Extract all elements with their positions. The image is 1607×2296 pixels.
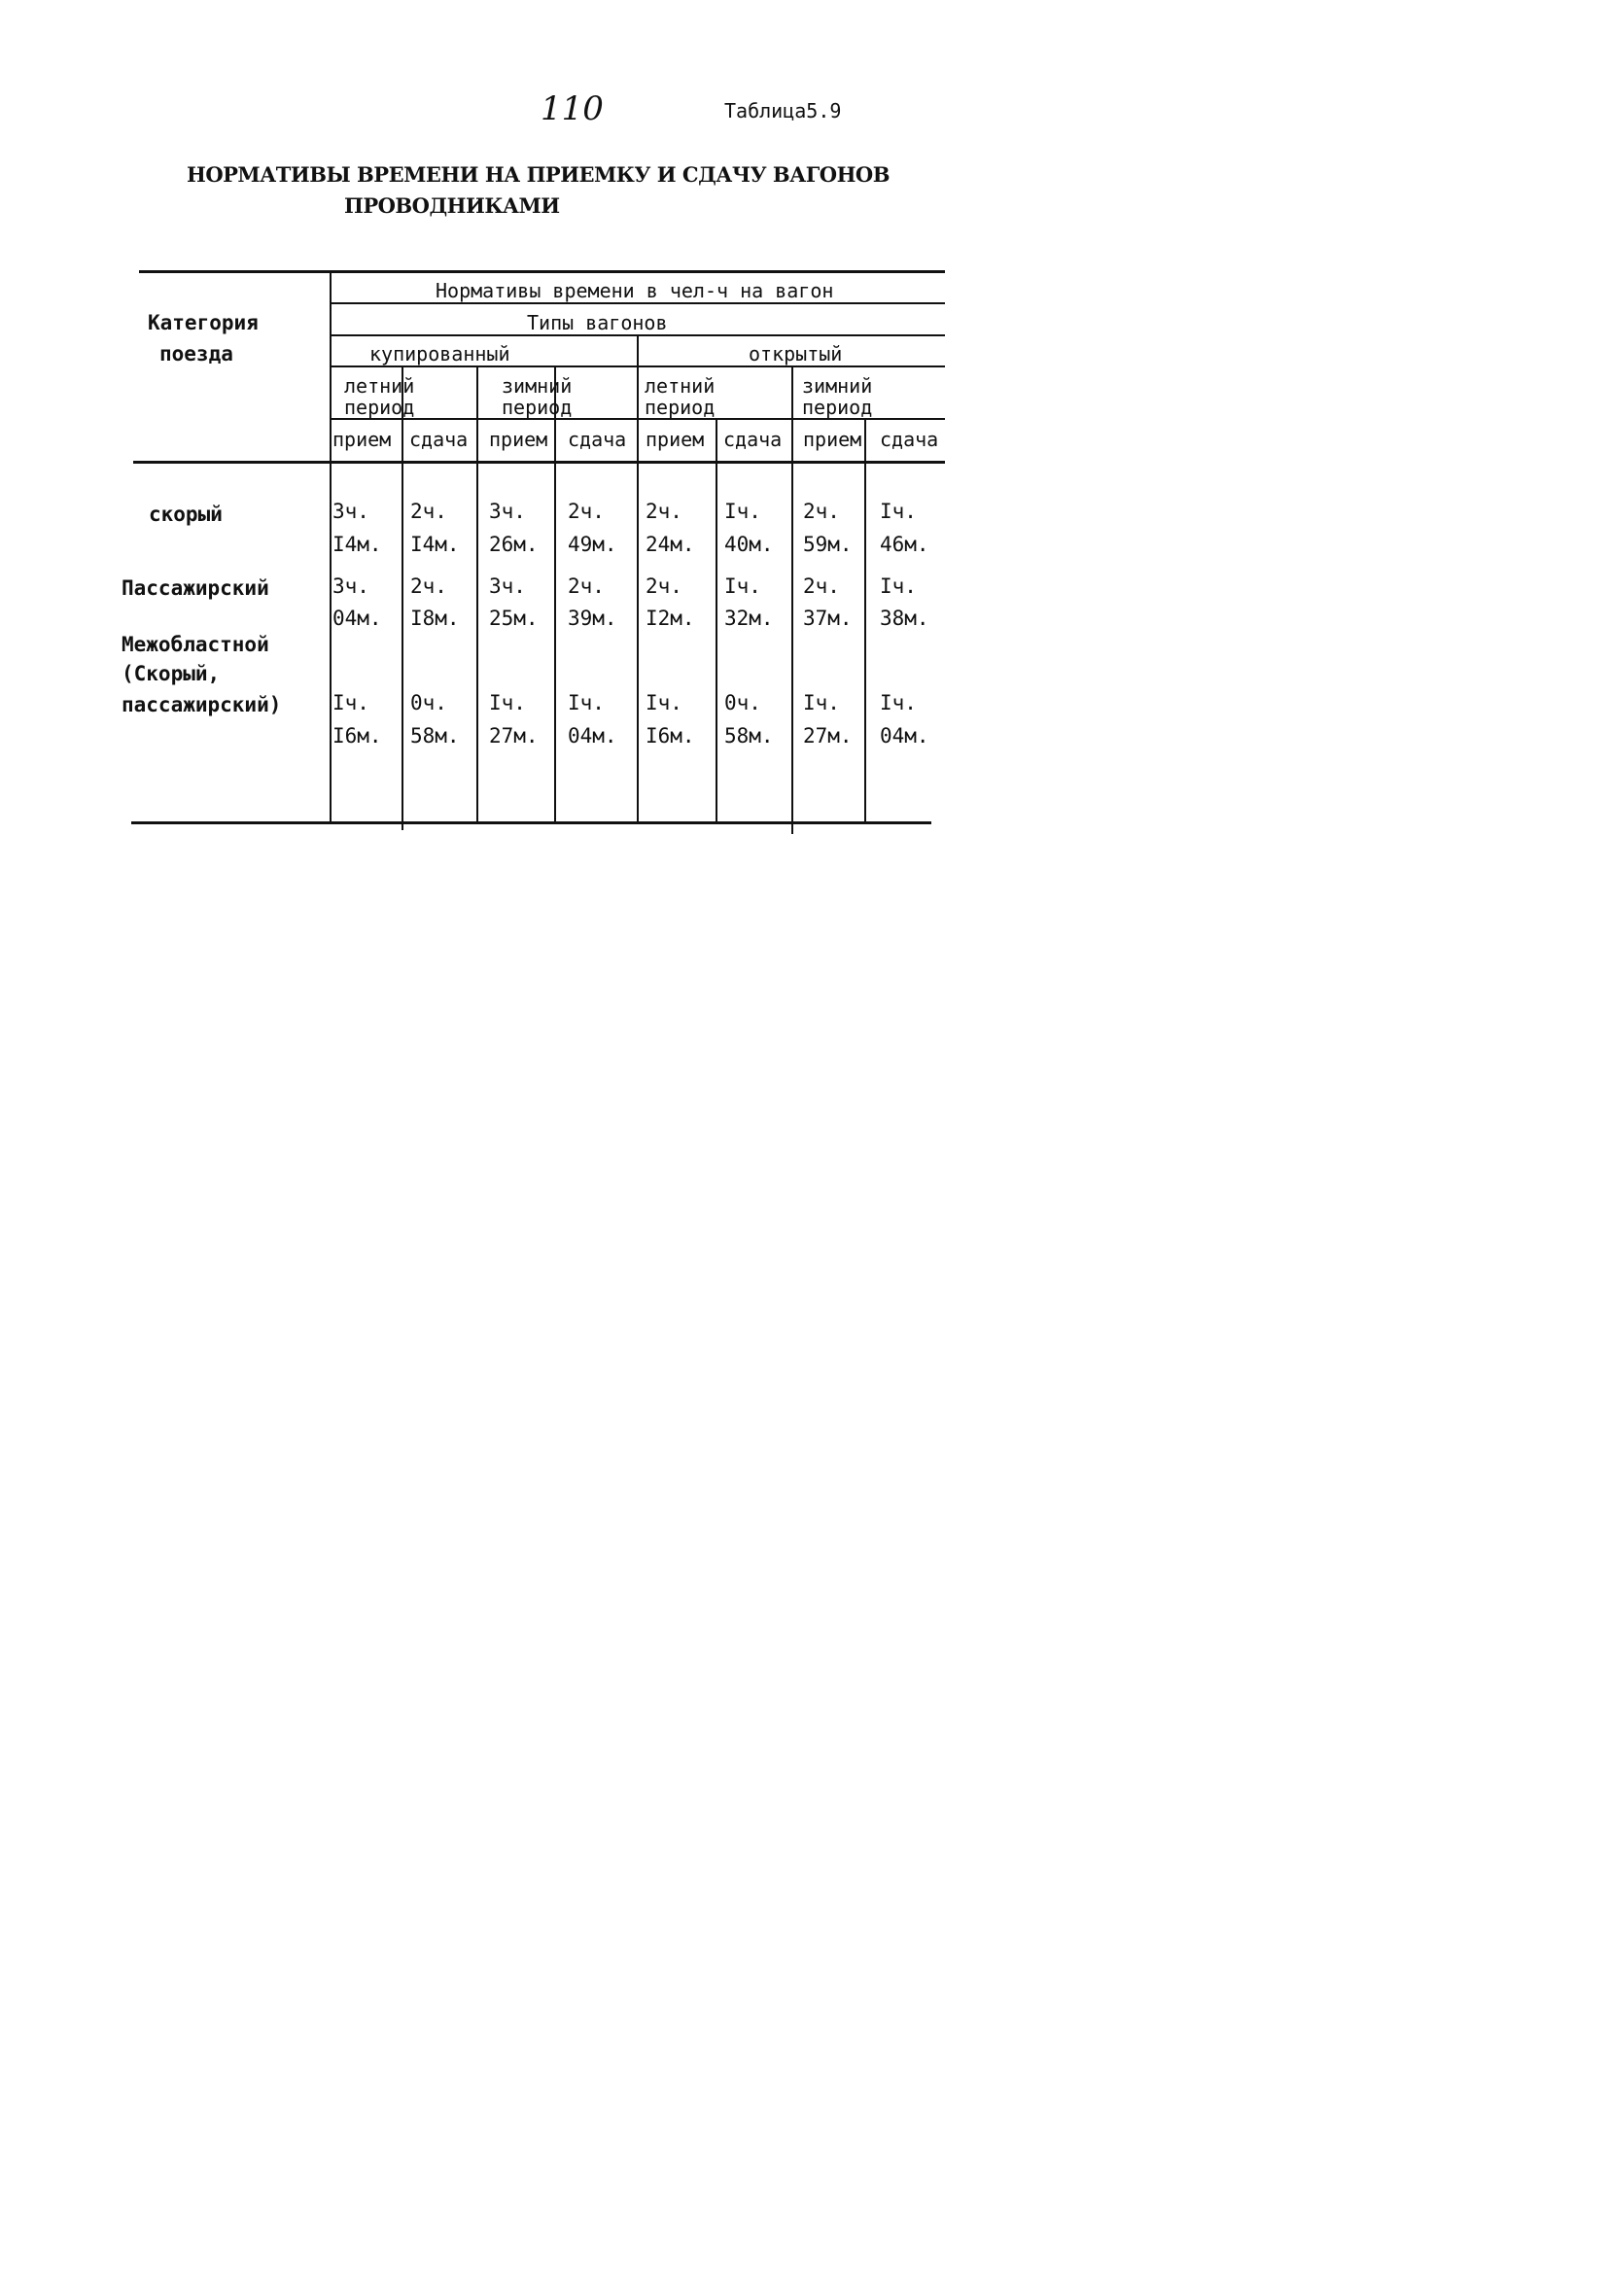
cell-hours: Iч.: [568, 691, 605, 714]
cell-hours: Iч.: [724, 500, 761, 523]
subcolumn-header: прием: [803, 428, 862, 451]
cell-hours: 2ч.: [646, 574, 682, 598]
rule-under-norms-header: [331, 302, 945, 304]
period-4-line-2: период: [802, 396, 873, 419]
category-header-line-2: поезда: [159, 342, 233, 365]
category-divider: [330, 272, 332, 823]
cell-minutes: I4м.: [410, 533, 460, 556]
cell-hours: 3ч.: [332, 500, 369, 523]
column-divider-3: [716, 418, 717, 823]
cell-hours: 2ч.: [568, 500, 605, 523]
norms-header: Нормативы времени в чел-ч на вагон: [436, 279, 834, 302]
cell-minutes: 27м.: [803, 724, 853, 748]
row-category-interregional-line-1: Межобластной: [122, 633, 269, 656]
cell-minutes: 49м.: [568, 533, 617, 556]
cell-minutes: 04м.: [332, 607, 382, 630]
period-1-line-1: летний: [344, 374, 415, 398]
cell-minutes: I6м.: [332, 724, 382, 748]
cell-hours: 2ч.: [410, 500, 447, 523]
cell-hours: 0ч.: [410, 691, 447, 714]
row-category-express: скорый: [149, 503, 223, 526]
cell-hours: 2ч.: [646, 500, 682, 523]
cell-hours: 3ч.: [332, 574, 369, 598]
period-2-line-1: зимний: [502, 374, 573, 398]
subcolumn-header: прием: [332, 428, 392, 451]
cell-hours: Iч.: [332, 691, 369, 714]
period-1-line-2: период: [344, 396, 415, 419]
cell-hours: 2ч.: [803, 574, 840, 598]
cell-hours: Iч.: [489, 691, 526, 714]
cell-hours: 2ч.: [410, 574, 447, 598]
table-top-border: [139, 270, 945, 273]
cell-minutes: 24м.: [646, 533, 695, 556]
column-divider-2: [554, 367, 556, 823]
document-title-line-1: НОРМАТИВЫ ВРЕМЕНИ НА ПРИЕМКУ И СДАЧУ ВАГОНОВ: [187, 162, 890, 187]
wagon-type-open: открытый: [749, 342, 843, 365]
cell-minutes: 46м.: [880, 533, 929, 556]
cell-minutes: 59м.: [803, 533, 853, 556]
cell-minutes: I8м.: [410, 607, 460, 630]
table-bottom-border: [131, 821, 931, 824]
subcolumn-header: прием: [489, 428, 548, 451]
row-category-interregional-line-2: (Скорый,: [122, 662, 221, 685]
subcolumn-header: сдача: [409, 428, 469, 451]
cell-minutes: 32м.: [724, 607, 774, 630]
cell-hours: Iч.: [646, 691, 682, 714]
cell-minutes: 04м.: [880, 724, 929, 748]
cell-minutes: I2м.: [646, 607, 695, 630]
page-number: 110: [541, 89, 604, 128]
wagon-types-header: Типы вагонов: [527, 311, 668, 334]
cell-minutes: 26м.: [489, 533, 539, 556]
cell-hours: 3ч.: [489, 500, 526, 523]
category-header-line-1: Категория: [148, 311, 259, 334]
cell-minutes: I4м.: [332, 533, 382, 556]
subcolumn-header: сдача: [723, 428, 783, 451]
header-bottom-border: [133, 461, 945, 464]
period-divider-1: [476, 367, 478, 823]
subcolumn-header: сдача: [880, 428, 939, 451]
cell-minutes: 25м.: [489, 607, 539, 630]
cell-hours: 2ч.: [568, 574, 605, 598]
row-category-passenger: Пассажирский: [122, 576, 269, 600]
table-number: Таблица5.9: [724, 99, 842, 122]
cell-minutes: 58м.: [410, 724, 460, 748]
cell-hours: 3ч.: [489, 574, 526, 598]
period-divider-2: [791, 367, 793, 834]
row-category-interregional-line-3: пассажирский): [122, 693, 282, 716]
cell-hours: Iч.: [880, 500, 917, 523]
cell-hours: Iч.: [880, 691, 917, 714]
column-divider-4: [864, 418, 866, 823]
document-title-line-2: ПРОВОДНИКАМИ: [344, 193, 560, 218]
column-divider-1: [402, 367, 403, 830]
cell-minutes: 38м.: [880, 607, 929, 630]
wagon-type-divider: [637, 336, 639, 823]
cell-hours: 2ч.: [803, 500, 840, 523]
cell-hours: 0ч.: [724, 691, 761, 714]
cell-minutes: 58м.: [724, 724, 774, 748]
cell-hours: Iч.: [724, 574, 761, 598]
subcolumn-header: прием: [646, 428, 705, 451]
cell-hours: Iч.: [803, 691, 840, 714]
period-4-line-1: зимний: [802, 374, 873, 398]
wagon-type-compartment: купированный: [369, 342, 510, 365]
period-3-line-2: период: [645, 396, 716, 419]
period-2-line-2: период: [502, 396, 573, 419]
subcolumn-header: сдача: [568, 428, 627, 451]
cell-minutes: 39м.: [568, 607, 617, 630]
period-3-line-1: летний: [645, 374, 716, 398]
cell-hours: Iч.: [880, 574, 917, 598]
cell-minutes: 27м.: [489, 724, 539, 748]
cell-minutes: 04м.: [568, 724, 617, 748]
cell-minutes: 40м.: [724, 533, 774, 556]
cell-minutes: I6м.: [646, 724, 695, 748]
cell-minutes: 37м.: [803, 607, 853, 630]
